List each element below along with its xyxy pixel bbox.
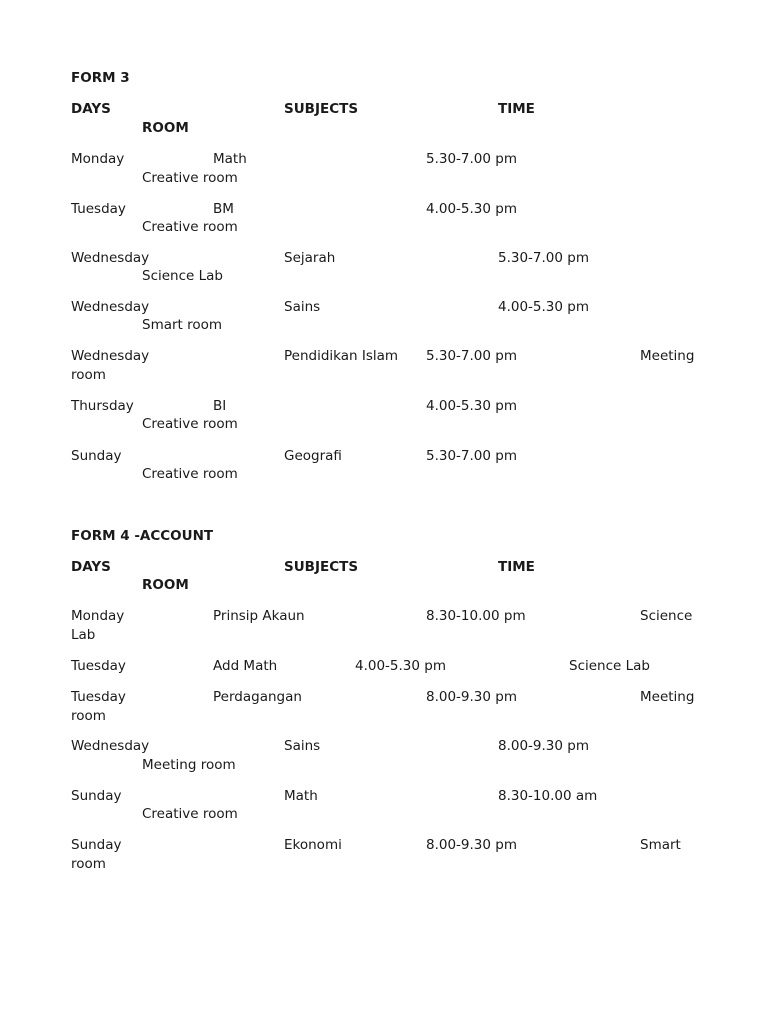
row-room: Science Lab (569, 658, 650, 674)
row-time: 5.30-7.00 pm (498, 250, 589, 266)
row-time: 5.30-7.00 pm (426, 348, 517, 364)
row-time: 8.00-9.30 pm (426, 689, 517, 705)
row-day: Wednesday (71, 250, 150, 266)
form4-header-time: TIME (498, 559, 535, 575)
row-subject: Geografi (284, 448, 342, 464)
row-subject: Math (213, 151, 247, 167)
form4-header-days: DAYS (71, 559, 111, 575)
row-subject: BM (213, 201, 234, 217)
form3-title: FORM 3 (71, 70, 130, 86)
row-room: Creative room (142, 416, 238, 432)
form3-header-subjects: SUBJECTS (284, 101, 359, 117)
row-subject: Prinsip Akaun (213, 608, 305, 624)
form4-header-room: ROOM (142, 577, 189, 593)
row-room-continued: room (71, 856, 106, 872)
form4-title: FORM 4 -ACCOUNT (71, 528, 214, 544)
row-day: Sunday (71, 837, 122, 853)
row-time: 8.00-9.30 pm (426, 837, 517, 853)
row-room: Meeting (640, 689, 695, 705)
row-day: Tuesday (71, 201, 126, 217)
row-time: 8.00-9.30 pm (498, 738, 589, 754)
row-day: Wednesday (71, 299, 150, 315)
row-time: 4.00-5.30 pm (498, 299, 589, 315)
row-day: Sunday (71, 448, 122, 464)
row-subject: BI (213, 398, 227, 414)
row-subject: Pendidikan Islam (284, 348, 399, 364)
row-time: 8.30-10.00 am (498, 788, 598, 804)
row-room-continued: room (71, 367, 106, 383)
row-day: Monday (71, 608, 125, 624)
row-room: Meeting room (142, 757, 236, 773)
row-subject: Add Math (213, 658, 278, 674)
row-day: Tuesday (71, 689, 126, 705)
row-day: Thursday (71, 398, 134, 414)
row-room: Creative room (142, 806, 238, 822)
row-subject: Math (284, 788, 318, 804)
form3-header-time: TIME (498, 101, 535, 117)
row-room-continued: room (71, 708, 106, 724)
row-room-continued: Lab (71, 627, 96, 643)
row-room: Science Lab (142, 268, 223, 284)
row-day: Monday (71, 151, 125, 167)
row-time: 8.30-10.00 pm (426, 608, 526, 624)
row-day: Wednesday (71, 348, 150, 364)
row-subject: Sains (284, 738, 321, 754)
row-subject: Ekonomi (284, 837, 342, 853)
form4-header-subjects: SUBJECTS (284, 559, 359, 575)
row-room: Creative room (142, 466, 238, 482)
row-time: 5.30-7.00 pm (426, 151, 517, 167)
row-room: Smart room (142, 317, 223, 333)
row-room: Smart (640, 837, 681, 853)
row-day: Tuesday (71, 658, 126, 674)
row-time: 5.30-7.00 pm (426, 448, 517, 464)
row-room: Meeting (640, 348, 695, 364)
row-day: Sunday (71, 788, 122, 804)
form3-header-days: DAYS (71, 101, 111, 117)
row-room: Science (640, 608, 693, 624)
form3-header-room: ROOM (142, 120, 189, 136)
row-day: Wednesday (71, 738, 150, 754)
row-time: 4.00-5.30 pm (426, 201, 517, 217)
row-room: Creative room (142, 219, 238, 235)
row-time: 4.00-5.30 pm (355, 658, 446, 674)
row-subject: Perdagangan (213, 689, 302, 705)
row-subject: Sains (284, 299, 321, 315)
row-subject: Sejarah (284, 250, 336, 266)
row-time: 4.00-5.30 pm (426, 398, 517, 414)
row-room: Creative room (142, 170, 238, 186)
